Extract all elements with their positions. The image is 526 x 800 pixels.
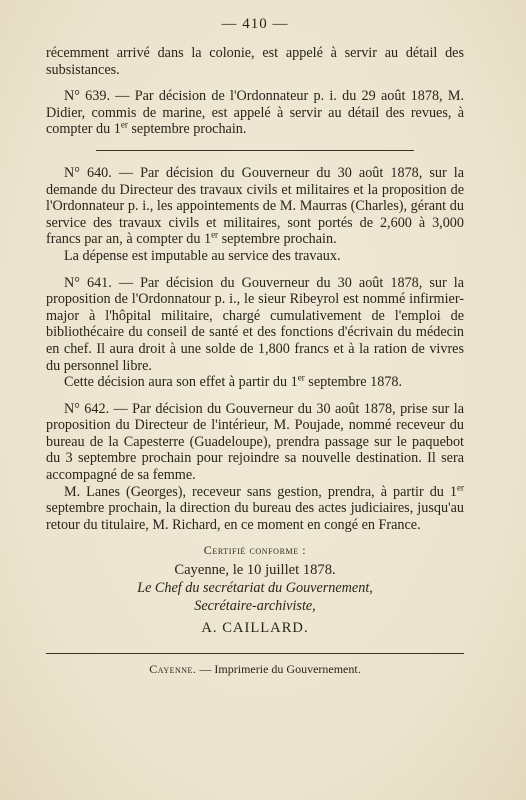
superscript: er bbox=[457, 481, 464, 492]
paragraph-640-note bbox=[46, 248, 464, 265]
paragraph-text: N° 640. — Par décision du Gouverneur du 30 août 1878, sur la demande du Directeur des travaux civils et militaires et la proposition de l'Ordonnateur p. i., les appointements de M. Maurras (Charles), gérant du service des travaux civils et militaires, sont portés de 2,600 à 3,000 francs par an, à compter du 1 bbox=[46, 164, 464, 248]
paragraph-text-end: septembre 1878. bbox=[304, 374, 403, 391]
paragraph-640 bbox=[46, 165, 464, 248]
place-date: Cayenne, le 10 juillet 1878. bbox=[174, 562, 336, 579]
superscript: er bbox=[120, 119, 128, 130]
section-separator bbox=[96, 150, 414, 151]
page-number: — 410 — bbox=[221, 16, 289, 32]
paragraph-642 bbox=[46, 401, 464, 484]
paragraph-text: Cette décision aura son effet à partir du 1 bbox=[64, 374, 298, 391]
paragraph-text: N° 641. — Par décision du Gouverneur du 30 août 1878, sur la proposition de l'Ordonnatour p. i., le sieur Ribeyrol est nommé infirmier-major à l'hôpital militaire, chargé cumulativement de l'emploi de bibliothécaire du conseil de santé et des fonctions d'écrivain du médecin en chef. Il aura droit à une solde de 1,800 francs et à la ration de vivres du personnel libre. bbox=[46, 274, 464, 374]
signature-block bbox=[46, 541, 464, 637]
superscript: er bbox=[211, 229, 219, 240]
printer-city: Cayenne. bbox=[149, 662, 197, 677]
paragraph-text: La dépense est imputable au service des travaux. bbox=[64, 247, 341, 264]
signatory-subtitle: Secrétaire-archiviste, bbox=[194, 598, 316, 615]
superscript: er bbox=[297, 372, 305, 383]
paragraph-639 bbox=[46, 88, 464, 138]
printer-line bbox=[46, 662, 464, 677]
paragraph-text-end: septembre prochain, la direction du bureau des actes judiciaires, jusqu'au retour du titulaire, M. Richard, en ce moment en congé en France. bbox=[46, 500, 464, 533]
paragraph-text: N° 642. — Par décision du Gouverneur du 30 août 1878, prise sur la proposition du Directeur de l'intérieur, M. Poujade, nommé receveur du bureau de la Capesterre (Guadeloupe), prendra passage sur le paquebot du 3 septembre prochain pour rejoindre sa nouvelle destination. Il sera accompagné de sa femme. bbox=[46, 400, 464, 484]
paragraph-text: M. Lanes (Georges), receveur sans gestion, prendra, à partir du 1 bbox=[64, 483, 457, 500]
paragraph-text-end: septembre prochain. bbox=[218, 231, 337, 248]
signatory-name: A. CAILLARD. bbox=[201, 620, 309, 637]
certified-label: Certifié conforme : bbox=[203, 543, 307, 558]
printer-text: — Imprimerie du Gouvernement. bbox=[196, 662, 361, 677]
paragraph-text-end: septembre prochain. bbox=[127, 121, 247, 138]
footer-separator bbox=[46, 653, 464, 654]
intro-text: récemment arrivé dans la colonie, est appelé à servir au détail des subsistances. bbox=[46, 45, 464, 78]
paragraph-641-note bbox=[46, 374, 464, 391]
signatory-title: Le Chef du secrétariat du Gouvernement, bbox=[137, 580, 373, 597]
paragraph-text: N° 639. — Par décision de l'Ordonnateur p. i. du 29 août 1878, M. Didier, commis de marine, est appelé à servir au détail des revues, à compter du 1 bbox=[46, 88, 464, 138]
paragraph-641 bbox=[46, 275, 464, 375]
paragraph-642-note bbox=[46, 481, 464, 534]
